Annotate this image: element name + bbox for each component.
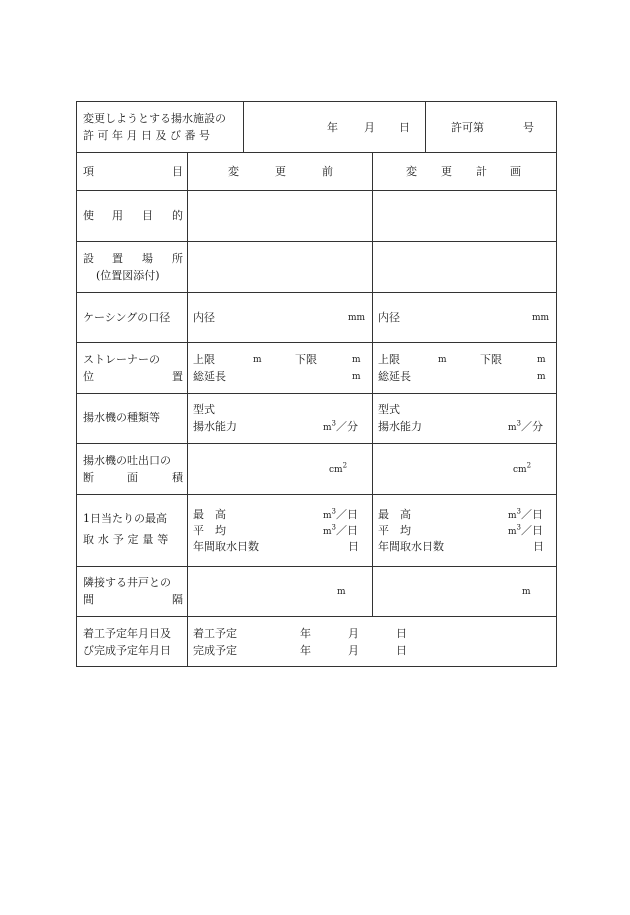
location-label-char: 設 <box>83 252 94 265</box>
strainer-plan-lower: 下限 <box>480 353 502 366</box>
strainer-before-upper-unit: m <box>253 355 262 365</box>
pump-plan-unit <box>508 418 543 437</box>
header-day: 日 <box>399 121 410 134</box>
schedule-start: 着工予定 <box>193 627 237 640</box>
location-label-char: 場 <box>142 252 153 265</box>
purpose-label-char: 使 <box>83 209 94 222</box>
intake-plan-avg: 平 均 <box>378 524 411 537</box>
column-divider <box>187 152 188 666</box>
row-divider <box>77 152 556 153</box>
header-label-line1: 変更しようとする揚水施設の <box>83 112 226 125</box>
unit-m: m <box>508 423 517 433</box>
row-divider <box>77 190 556 191</box>
pump-before-capacity: 揚水能力 <box>193 420 237 433</box>
strainer-before-upper: 上限 <box>193 353 215 366</box>
unit-m: m <box>508 511 517 521</box>
row-divider <box>77 393 556 394</box>
schedule-start-month: 月 <box>348 627 359 640</box>
outlet-before-unit <box>329 460 347 479</box>
column-item-label-a: 項 <box>83 165 94 178</box>
unit-sup: 3 <box>516 419 522 428</box>
schedule-start-year: 年 <box>300 627 311 640</box>
unit-tail: ／日 <box>336 524 359 537</box>
outlet-label-line1: 揚水機の吐出口の <box>83 454 171 467</box>
schedule-finish-month: 月 <box>348 644 359 657</box>
intake-plan-max: 最 高 <box>378 508 411 521</box>
column-plan-char: 変 <box>406 165 417 178</box>
row-divider <box>77 566 556 567</box>
row-divider <box>77 494 556 495</box>
column-plan-char: 画 <box>510 165 521 178</box>
strainer-plan-upper: 上限 <box>378 353 400 366</box>
schedule-label-line1: 着工予定年月日及 <box>83 627 171 640</box>
column-item-label-b: 目 <box>172 165 183 178</box>
intake-before-days: 年間取水日数 <box>193 540 259 553</box>
intake-before-avg: 平 均 <box>193 524 226 537</box>
schedule-finish: 完成予定 <box>193 644 237 657</box>
intake-before-max: 最 高 <box>193 508 226 521</box>
column-before-char: 前 <box>322 165 333 178</box>
outlet-label-c: 積 <box>172 471 183 484</box>
row-divider <box>77 616 556 617</box>
casing-plan-inner: 内径 <box>378 311 400 324</box>
unit-m: m <box>323 527 332 537</box>
strainer-before-lower-unit: m <box>352 355 361 365</box>
strainer-before-lower: 下限 <box>295 353 317 366</box>
unit-tail: ／分 <box>336 420 359 433</box>
strainer-plan-upper-unit: m <box>438 355 447 365</box>
strainer-label-b: 置 <box>172 370 183 383</box>
purpose-label-char: 目 <box>142 209 153 222</box>
outlet-label-b: 面 <box>127 471 138 484</box>
schedule-label-line2: び完成予定年月日 <box>83 644 171 657</box>
schedule-finish-year: 年 <box>300 644 311 657</box>
casing-label: ケーシングの口径 <box>83 311 171 324</box>
strainer-before-total: 総延長 <box>193 370 226 383</box>
unit-tail: ／日 <box>521 508 544 521</box>
column-plan-char: 計 <box>476 165 487 178</box>
row-divider <box>77 241 556 242</box>
schedule-start-day: 日 <box>396 627 407 640</box>
pump-plan-capacity: 揚水能力 <box>378 420 422 433</box>
column-divider <box>425 102 426 152</box>
pump-before-model: 型式 <box>193 403 215 416</box>
header-month: 月 <box>364 121 375 134</box>
adjacent-label-a: 間 <box>83 593 94 606</box>
unit-sup: 2 <box>526 461 532 470</box>
column-divider <box>243 102 244 152</box>
location-label-char: 所 <box>172 252 183 265</box>
header-label-line2: 許 可 年 月 日 及 び 番 号 <box>83 129 210 142</box>
location-note: (位置図添付) <box>96 269 160 282</box>
unit-tail: ／分 <box>521 420 544 433</box>
unit-tail: ／日 <box>521 524 544 537</box>
column-divider <box>372 152 373 616</box>
column-before-char: 更 <box>275 165 286 178</box>
pump-type-label: 揚水機の種類等 <box>83 411 160 424</box>
well-change-form <box>76 101 557 667</box>
adjacent-label-line1: 隣接する井戸との <box>83 576 171 589</box>
row-divider <box>77 292 556 293</box>
casing-before-unit: mm <box>348 313 366 323</box>
strainer-plan-total-unit: m <box>537 372 546 382</box>
unit-sup: 3 <box>516 523 522 532</box>
permit-prefix: 許可第 <box>451 121 484 134</box>
unit-tail: ／日 <box>336 508 359 521</box>
intake-plan-days-unit: 日 <box>533 540 544 553</box>
casing-before-inner: 内径 <box>193 311 215 324</box>
unit-m: m <box>323 511 332 521</box>
header-year: 年 <box>327 121 338 134</box>
strainer-plan-total: 総延長 <box>378 370 411 383</box>
unit-sup: 3 <box>516 507 522 516</box>
purpose-label-char: 用 <box>112 209 123 222</box>
purpose-label-char: 的 <box>172 209 183 222</box>
adjacent-before-unit: m <box>337 587 346 597</box>
unit-sup: 3 <box>331 419 337 428</box>
intake-label-line2: 取水予定量等 <box>83 533 173 546</box>
unit-sup: 3 <box>331 523 337 532</box>
column-plan-char: 更 <box>441 165 452 178</box>
adjacent-plan-unit: m <box>522 587 531 597</box>
adjacent-label-b: 隔 <box>172 593 183 606</box>
row-divider <box>77 342 556 343</box>
strainer-label-line1: ストレーナーの <box>83 353 160 366</box>
unit-cm: cm <box>513 465 527 475</box>
strainer-label-a: 位 <box>83 370 94 383</box>
pump-plan-model: 型式 <box>378 403 400 416</box>
location-label-char: 置 <box>112 252 123 265</box>
strainer-plan-lower-unit: m <box>537 355 546 365</box>
column-before-char: 変 <box>228 165 239 178</box>
unit-cm: cm <box>329 465 343 475</box>
unit-sup: 3 <box>331 507 337 516</box>
unit-sup: 2 <box>342 461 348 470</box>
pump-before-unit <box>323 418 358 437</box>
intake-before-days-unit: 日 <box>348 540 359 553</box>
casing-plan-unit: mm <box>532 313 550 323</box>
row-divider <box>77 443 556 444</box>
intake-label-line1: 1日当たりの最高 <box>83 512 167 525</box>
outlet-plan-unit <box>513 460 531 479</box>
permit-suffix: 号 <box>523 121 534 134</box>
intake-plan-days: 年間取水日数 <box>378 540 444 553</box>
unit-m: m <box>508 527 517 537</box>
schedule-finish-day: 日 <box>396 644 407 657</box>
strainer-before-total-unit: m <box>352 372 361 382</box>
unit-m: m <box>323 423 332 433</box>
outlet-label-a: 断 <box>83 471 94 484</box>
